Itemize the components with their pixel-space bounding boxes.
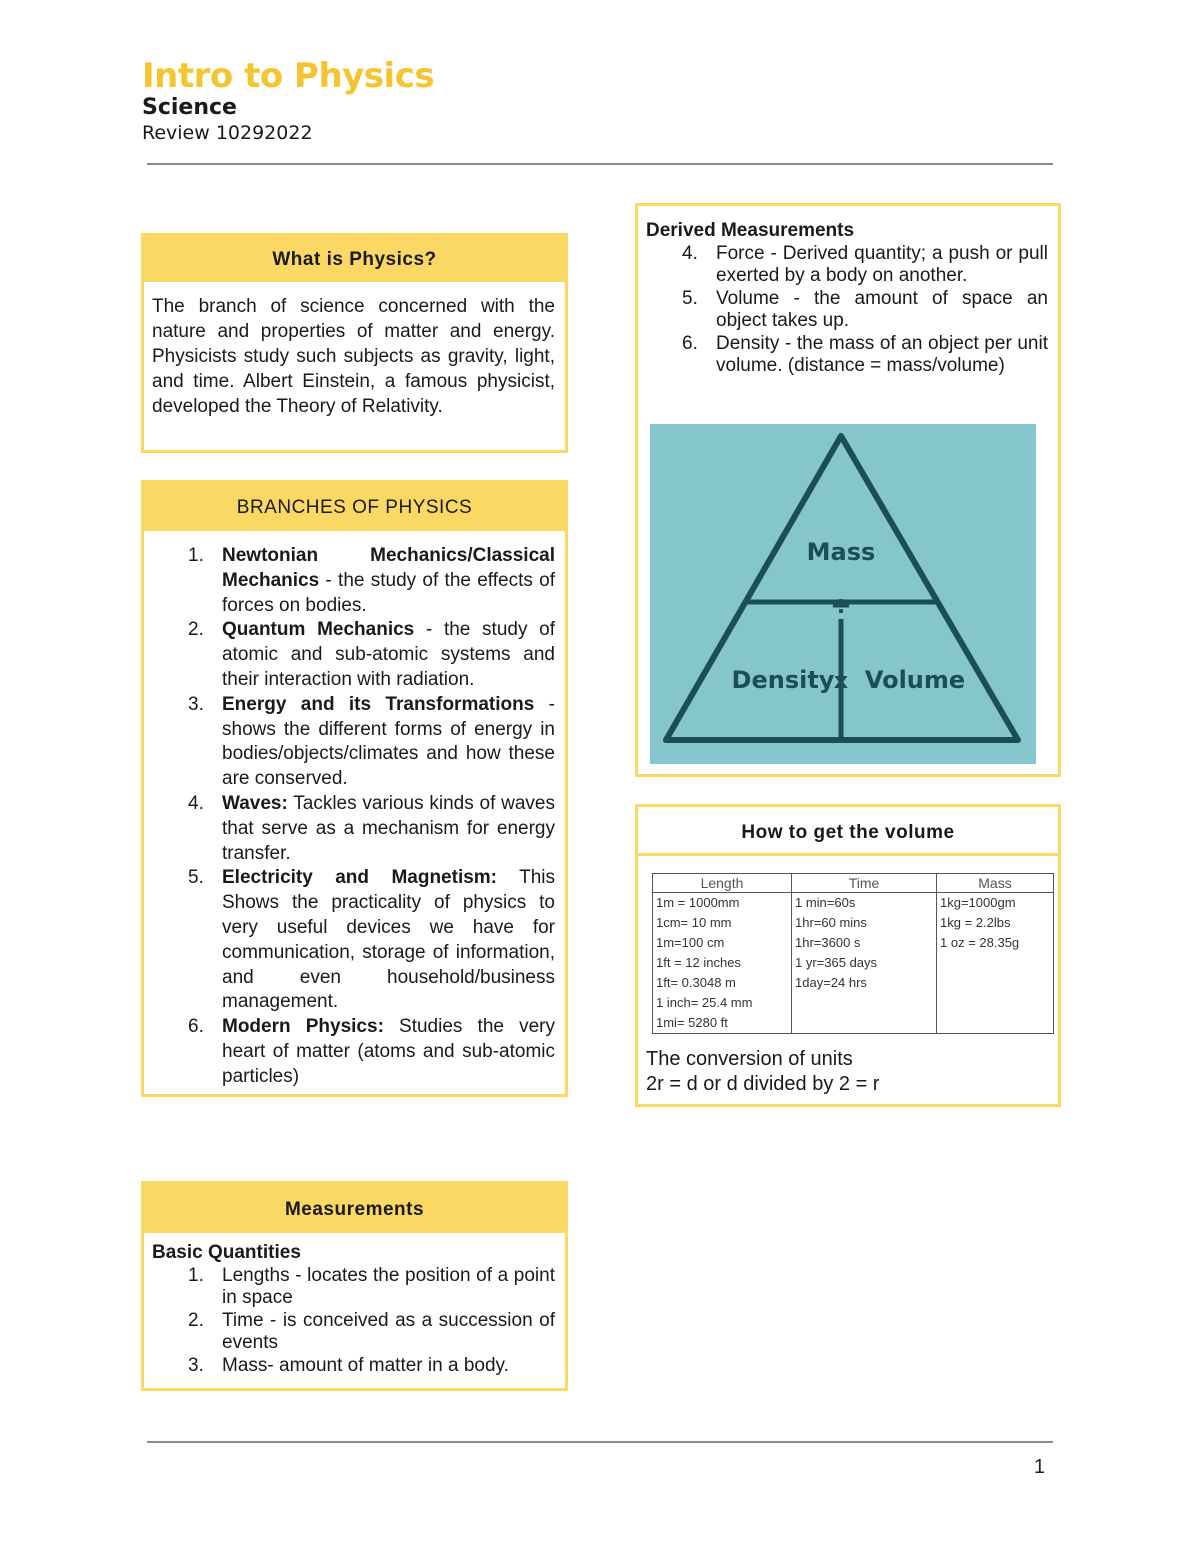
list-number: 5. <box>682 287 698 309</box>
conversion-cell: 1cm= 10 mm <box>656 915 732 930</box>
conversion-table-header-row <box>653 874 1054 893</box>
measurements-body <box>144 1233 565 1385</box>
branch-description: - the study of the effects of forces on bodies. <box>222 569 555 616</box>
volume-note-conversion: The conversion of units <box>646 1048 853 1070</box>
derived-item <box>646 288 1048 333</box>
header-divider <box>147 163 1053 165</box>
volume-heading: How to get the volume <box>638 807 1058 856</box>
derived-heading: Derived Measurements <box>646 220 855 241</box>
list-number: 4. <box>188 792 204 814</box>
basic-quantities-list <box>152 1265 555 1378</box>
conversion-cell: 1 oz = 28.35g <box>940 935 1020 950</box>
basic-quantity-item <box>152 1355 555 1378</box>
table-header-time: Time <box>792 874 937 893</box>
branches-body <box>144 531 565 1098</box>
volume-note-radius: 2r = d or d divided by 2 = r <box>646 1073 880 1095</box>
branch-item <box>152 693 555 792</box>
volume-box <box>635 804 1061 1107</box>
branch-description: - the study of atomic and sub-atomic systems and their interaction with radiation. <box>222 619 555 690</box>
conversion-cell: 1 yr=365 days <box>795 955 878 970</box>
conversion-cell: 1ft = 12 inches <box>656 955 741 970</box>
triangle-density-label: Density <box>731 666 835 694</box>
list-item-text: Force - Derived quantity; a push or pull exerted by a body on another. <box>716 242 1048 286</box>
footer-divider <box>147 1441 1053 1443</box>
derived-box <box>635 203 1061 777</box>
branch-description: Tackles various kinds of waves that serve as a mechanism for energy transfer. <box>222 792 555 864</box>
branch-term: Quantum Mechanics <box>222 619 415 641</box>
branch-item <box>152 792 555 866</box>
list-number: 2. <box>188 619 204 641</box>
branch-description: Studies the very heart of matter (atoms and sub-atomic particles) <box>222 1016 555 1087</box>
branch-item <box>152 618 555 692</box>
derived-body <box>638 206 1058 386</box>
conversion-cell <box>940 1013 1050 1033</box>
conversion-cell <box>795 993 933 1013</box>
derived-item <box>646 243 1048 288</box>
list-number: 4. <box>682 242 698 264</box>
basic-quantity-item <box>152 1265 555 1310</box>
conversion-cell <box>940 993 1050 1013</box>
conversion-cell: 1mi= 5280 ft <box>656 1015 728 1030</box>
measurements-heading: Measurements <box>144 1184 565 1233</box>
conversion-cell: 1 inch= 25.4 mm <box>656 995 753 1010</box>
list-item-text: Mass- amount of matter in a body. <box>222 1354 509 1376</box>
measurements-box <box>141 1181 568 1391</box>
list-number: 3. <box>188 1354 204 1376</box>
conversion-cell <box>940 973 1050 993</box>
list-number: 1. <box>188 545 204 566</box>
volume-notes <box>646 1047 879 1097</box>
list-number: 3. <box>188 693 204 715</box>
branch-term: Modern Physics: <box>222 1016 384 1038</box>
what-is-physics-heading: What is Physics? <box>144 236 565 282</box>
list-item-text: Density - the mass of an object per unit volume. (distance = mass/volume) <box>716 332 1048 376</box>
density-triangle-svg <box>650 424 1036 764</box>
branch-description: - shows the different forms of energy in bodies/objects/climates and how these are conserved. <box>222 693 555 790</box>
branches-list <box>152 544 555 1090</box>
branch-item <box>152 1015 555 1089</box>
conversion-cell: 1kg = 2.2lbs <box>940 915 1011 930</box>
conversion-cell: 1hr=3600 s <box>795 935 861 950</box>
branch-description: This Shows the practicality of physics to very useful devices we have for communication, storage of information, and even household/business management. <box>222 867 555 1013</box>
list-item-text: Volume - the amount of space an object takes up. <box>716 287 1048 331</box>
document-title: Intro to Physics <box>142 56 435 96</box>
branches-heading <box>144 483 565 531</box>
triangle-divide-symbol: ÷ <box>830 591 852 621</box>
conversion-cell: 1kg=1000gm <box>940 895 1016 910</box>
list-item-text: Time - is conceived as a succession of events <box>222 1309 555 1353</box>
list-item-text: Lengths - locates the position of a point in space <box>222 1264 555 1308</box>
list-number: 5. <box>188 867 204 889</box>
what-is-physics-box <box>141 233 568 453</box>
list-number: 2. <box>188 1309 204 1331</box>
basic-quantities-heading: Basic Quantities <box>152 1242 301 1263</box>
derived-item <box>646 333 1048 378</box>
conversion-cell <box>940 953 1050 973</box>
branches-heading-text: BRANCHES OF PHYSICS <box>236 497 473 518</box>
conversion-cell: 1 min=60s <box>795 895 856 910</box>
conversion-cell: 1day=24 hrs <box>795 975 867 990</box>
conversion-cell: 1ft= 0.3048 m <box>656 975 736 990</box>
basic-quantity-item <box>152 1310 555 1355</box>
branch-term: Energy and its Transformations <box>222 693 535 715</box>
triangle-times-symbol: x <box>833 669 849 694</box>
page-number: 1 <box>1033 1456 1045 1478</box>
length-conversions <box>653 893 792 1034</box>
conversion-cell: 1m = 1000mm <box>656 895 740 910</box>
mass-conversions <box>937 893 1054 1034</box>
branch-item <box>152 866 555 1015</box>
branch-term: Electricity and Magnetism: <box>222 867 498 889</box>
branch-item <box>152 544 555 618</box>
conversion-cell <box>795 1013 933 1033</box>
triangle-volume-label: Volume <box>864 666 966 694</box>
review-label: Review 10292022 <box>142 122 313 144</box>
list-number: 6. <box>682 332 698 354</box>
subject-label: Science <box>142 95 237 120</box>
branches-box <box>141 480 568 1097</box>
conversion-cell: 1m=100 cm <box>656 935 725 950</box>
density-triangle-diagram <box>650 424 1036 764</box>
triangle-mass-label: Mass <box>806 538 876 566</box>
table-header-length: Length <box>653 874 792 893</box>
conversion-table-wrap <box>652 873 1054 1034</box>
conversion-cell: 1hr=60 mins <box>795 915 867 930</box>
derived-list <box>646 243 1048 378</box>
list-number: 1. <box>188 1264 204 1286</box>
branch-term: Newtonian Mechanics/Classical Mechanics <box>222 545 555 591</box>
branch-term: Waves: <box>222 792 288 814</box>
time-conversions <box>792 893 937 1034</box>
conversion-table-body-row <box>653 893 1054 1034</box>
conversion-table <box>652 873 1054 1034</box>
table-header-mass: Mass <box>937 874 1054 893</box>
what-is-physics-body: The branch of science concerned with the nature and properties of matter and energy. Physicists study such subjects as gravity, light, and time. Albert Einstein, a famous physicist, developed the Theory of Relativity. <box>152 296 555 417</box>
list-number: 6. <box>188 1016 204 1038</box>
